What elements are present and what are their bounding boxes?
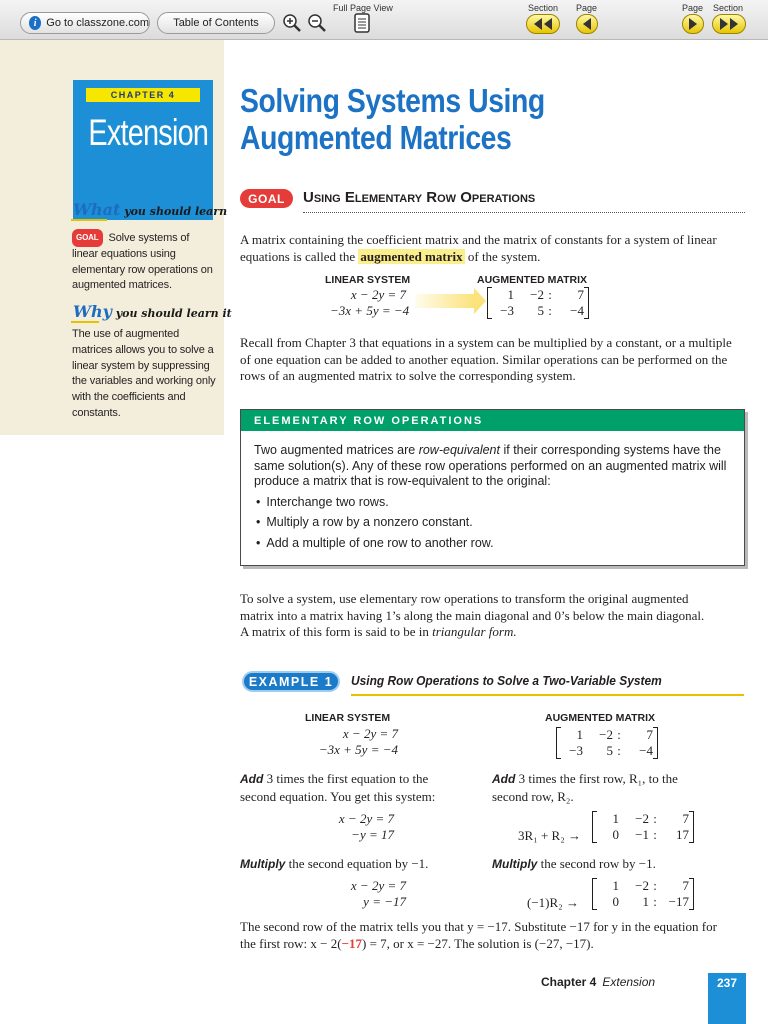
equation: −y = 17	[351, 827, 394, 842]
right-bracket	[689, 811, 694, 843]
example-linear-system-label: LINEAR SYSTEM	[305, 712, 391, 724]
step-1-equations	[240, 770, 455, 805]
footer-section: Extension	[602, 975, 656, 989]
equation: −3x + 5y = −4	[330, 303, 410, 318]
goto-classzone-button[interactable]	[20, 12, 150, 34]
intro-linear-system	[330, 287, 410, 319]
matrix-entries	[561, 727, 653, 759]
matrix-entry: 7	[682, 811, 689, 826]
goal-description	[72, 229, 217, 294]
matrix-entry: 1	[576, 727, 583, 742]
goal-heading: Using Elementary Row Operations	[303, 189, 536, 206]
why-rest: you should learn it	[115, 307, 232, 320]
ero-intro	[254, 443, 730, 490]
matrix-entries	[597, 878, 689, 910]
next-page-icon[interactable]	[682, 14, 704, 34]
elementary-row-operations-box	[240, 409, 745, 566]
definition-text-end: of the system.	[467, 248, 541, 264]
matrix-entry: 7	[577, 287, 584, 302]
augmented-matrix-definition	[240, 232, 745, 265]
right-arrow-icon	[474, 288, 486, 314]
why-you-should-learn-heading	[73, 302, 232, 321]
goal-badge: GOAL	[240, 189, 293, 208]
what-rest: you should learn	[124, 205, 228, 218]
example-matrix-original	[556, 727, 658, 759]
heading-rule	[71, 219, 107, 221]
equation: −3x + 5y = −4	[318, 742, 398, 757]
page-prev-caption: Page	[576, 3, 598, 13]
chapter-tag: CHAPTER 4	[86, 88, 200, 102]
example-augmented-matrix-label: AUGMENTED MATRIX	[545, 712, 656, 724]
linear-system-label: LINEAR SYSTEM	[325, 274, 411, 286]
step-2-equations	[240, 855, 460, 873]
arrow-band	[415, 294, 475, 308]
step-1-matrix	[492, 770, 702, 805]
page-footer	[541, 975, 655, 989]
matrix-entry: 5	[606, 743, 613, 758]
ero-heading: ELEMENTARY ROW OPERATIONS	[241, 410, 744, 431]
equation: x − 2y = 7	[350, 287, 406, 302]
matrix-entry: 5	[537, 303, 544, 318]
what-word: What	[73, 200, 121, 219]
matrix-entries	[492, 287, 584, 319]
footer-chapter: Chapter 4	[541, 975, 597, 989]
matrix-entry: :	[548, 287, 552, 302]
matrix-entry: 1	[642, 894, 649, 909]
matrix-entry: :	[653, 878, 657, 893]
zoom-out-icon[interactable]	[306, 12, 328, 34]
step-text: 3 times the first equation to the second equation. You get this system:	[240, 771, 436, 804]
matrix-entry: −4	[639, 743, 653, 758]
matrix-entry: −2	[635, 878, 649, 893]
matrix-entry: 7	[646, 727, 653, 742]
step-1-system	[300, 811, 394, 843]
right-bracket	[689, 878, 694, 910]
title-line-2: Augmented Matrices	[240, 119, 512, 156]
page-next-caption: Page	[682, 3, 704, 13]
matrix-entry: −3	[500, 303, 514, 318]
example-linear-system	[300, 726, 398, 758]
equation: y = −17	[363, 894, 406, 909]
step-2-system	[300, 878, 406, 910]
matrix-entry: −3	[569, 743, 583, 758]
title-line-1: Solving Systems Using	[240, 82, 545, 119]
conclusion-text-end: ) = 7, or x = −27. The solution is (−27, −17).	[361, 935, 594, 951]
sidebar	[0, 40, 232, 435]
row-operations-list	[254, 495, 730, 552]
matrix-entry: −2	[530, 287, 544, 302]
matrix-entry: :	[653, 811, 657, 826]
step-text: 3 times the first row, R₁, to the second row, R₂.	[492, 771, 678, 804]
step-keyword: Add	[492, 772, 516, 786]
matrix-entry: 1	[612, 811, 619, 826]
step-keyword: Multiply	[492, 857, 538, 871]
substituted-value: −17	[341, 935, 362, 951]
extension-label: Extension	[88, 112, 209, 153]
goal-text: Solve systems of linear equations using elementary row operations on augmented matrices.	[72, 232, 213, 292]
step-keyword: Multiply	[240, 857, 286, 871]
example-badge: EXAMPLE 1	[242, 671, 340, 692]
example-matrix-step-1	[592, 811, 694, 843]
list-item: • Add a multiple of one row to another row.	[254, 536, 730, 552]
matrix-entry: :	[617, 743, 621, 758]
step-text: the second row by −1.	[540, 856, 656, 871]
matrix-entry: 7	[682, 878, 689, 893]
matrix-entry: :	[653, 894, 657, 909]
section-prev-caption: Section	[528, 3, 559, 13]
step-2-matrix	[492, 855, 702, 873]
page-number: 237	[708, 973, 746, 1024]
matrix-entry: 0	[612, 894, 619, 909]
classzone-icon: i	[29, 16, 41, 30]
section-next-caption: Section	[713, 3, 744, 13]
goal-badge-small: GOAL	[72, 229, 103, 247]
prev-page-icon[interactable]	[576, 14, 598, 34]
row-equivalent-term: row-equivalent	[418, 443, 500, 457]
why-description: The use of augmented matrices allows you to solve a linear system by suppressing the variables and working only with the coefficients and constants.	[72, 328, 216, 419]
example-rule	[351, 694, 744, 696]
recall-paragraph: Recall from Chapter 3 that equations in a system can be multiplied by a constant, or a multiple of one equation can be added to another equation. Similar operations can be performed on the rows of an augmented matrix to solve the corresponding system.	[240, 335, 732, 383]
what-you-should-learn-heading	[73, 200, 227, 219]
matrix-entry: 1	[612, 878, 619, 893]
matrix-entry: :	[653, 827, 657, 842]
matrix-entry: 17	[676, 827, 689, 842]
row-operation-label: (−1)R₂ →	[527, 895, 579, 910]
triangular-text: To solve a system, use elementary row operations to transform the original augmented matrix into a matrix having 1’s along the main diagonal and 0’s below the main diagonal. A matrix of this form is said to be in	[240, 591, 705, 639]
matrix-entry: 1	[507, 287, 514, 302]
chapter-block	[73, 80, 213, 220]
intro-matrix	[487, 287, 589, 319]
matrix-entry: −1	[635, 827, 649, 842]
ero-body	[241, 431, 744, 551]
dotted-divider	[303, 212, 745, 213]
equation: x − 2y = 7	[350, 878, 406, 893]
list-item: • Multiply a row by a nonzero constant.	[254, 515, 730, 531]
triangular-form-paragraph	[240, 591, 710, 641]
right-bracket	[584, 287, 589, 319]
equation: x − 2y = 7	[338, 811, 394, 826]
next-section-icon[interactable]	[712, 14, 746, 34]
triangular-form-term: triangular form.	[432, 624, 517, 639]
notes-icon[interactable]	[351, 12, 373, 34]
goto-classzone-label: Go to classzone.com	[46, 17, 149, 29]
matrix-entry: −4	[570, 303, 584, 318]
zoom-in-icon[interactable]	[281, 12, 303, 34]
step-text: the second equation by −1.	[288, 856, 429, 871]
prev-section-icon[interactable]	[526, 14, 560, 34]
ero-intro-text-end: if their corresponding systems have the same solution(s). Any of these row operations performed on an augmented matrix will produce a matrix that is row-equivalent to the original:	[254, 443, 727, 488]
ero-intro-text: Two augmented matrices are	[254, 443, 416, 457]
conclusion-text: The second row of the matrix tells you that y = −17. Substitute −17 for y in the equation for the first row: x − 2(	[240, 919, 717, 951]
step-keyword: Add	[240, 772, 264, 786]
augmented-matrix-term: augmented matrix	[360, 248, 463, 264]
full-page-view-caption: Full Page View	[333, 3, 393, 13]
matrix-entry: :	[548, 303, 552, 318]
table-of-contents-label: Table of Contents	[173, 17, 259, 29]
row-operation-label: 3R₁ + R₂ →	[518, 828, 581, 843]
right-bracket	[653, 727, 658, 759]
equation: x − 2y = 7	[342, 726, 398, 741]
why-word: Why	[73, 302, 112, 321]
matrix-entry: −2	[599, 727, 613, 742]
table-of-contents-button[interactable]	[157, 12, 275, 34]
matrix-entries	[597, 811, 689, 843]
matrix-entry: −17	[668, 894, 689, 909]
augmented-matrix-label: AUGMENTED MATRIX	[477, 274, 588, 286]
definition-text: A matrix containing the coefficient matrix and the matrix of constants for a system of linear equations is called the	[240, 232, 717, 264]
page-title	[240, 82, 545, 156]
matrix-entry: :	[617, 727, 621, 742]
example-title: Using Row Operations to Solve a Two-Variable System	[351, 673, 662, 688]
list-item: • Interchange two rows.	[254, 495, 730, 511]
heading-rule	[71, 321, 99, 323]
toolbar	[0, 0, 768, 40]
matrix-entry: 0	[612, 827, 619, 842]
matrix-entry: −2	[635, 811, 649, 826]
example-conclusion	[240, 919, 730, 952]
example-matrix-step-2	[592, 878, 694, 910]
